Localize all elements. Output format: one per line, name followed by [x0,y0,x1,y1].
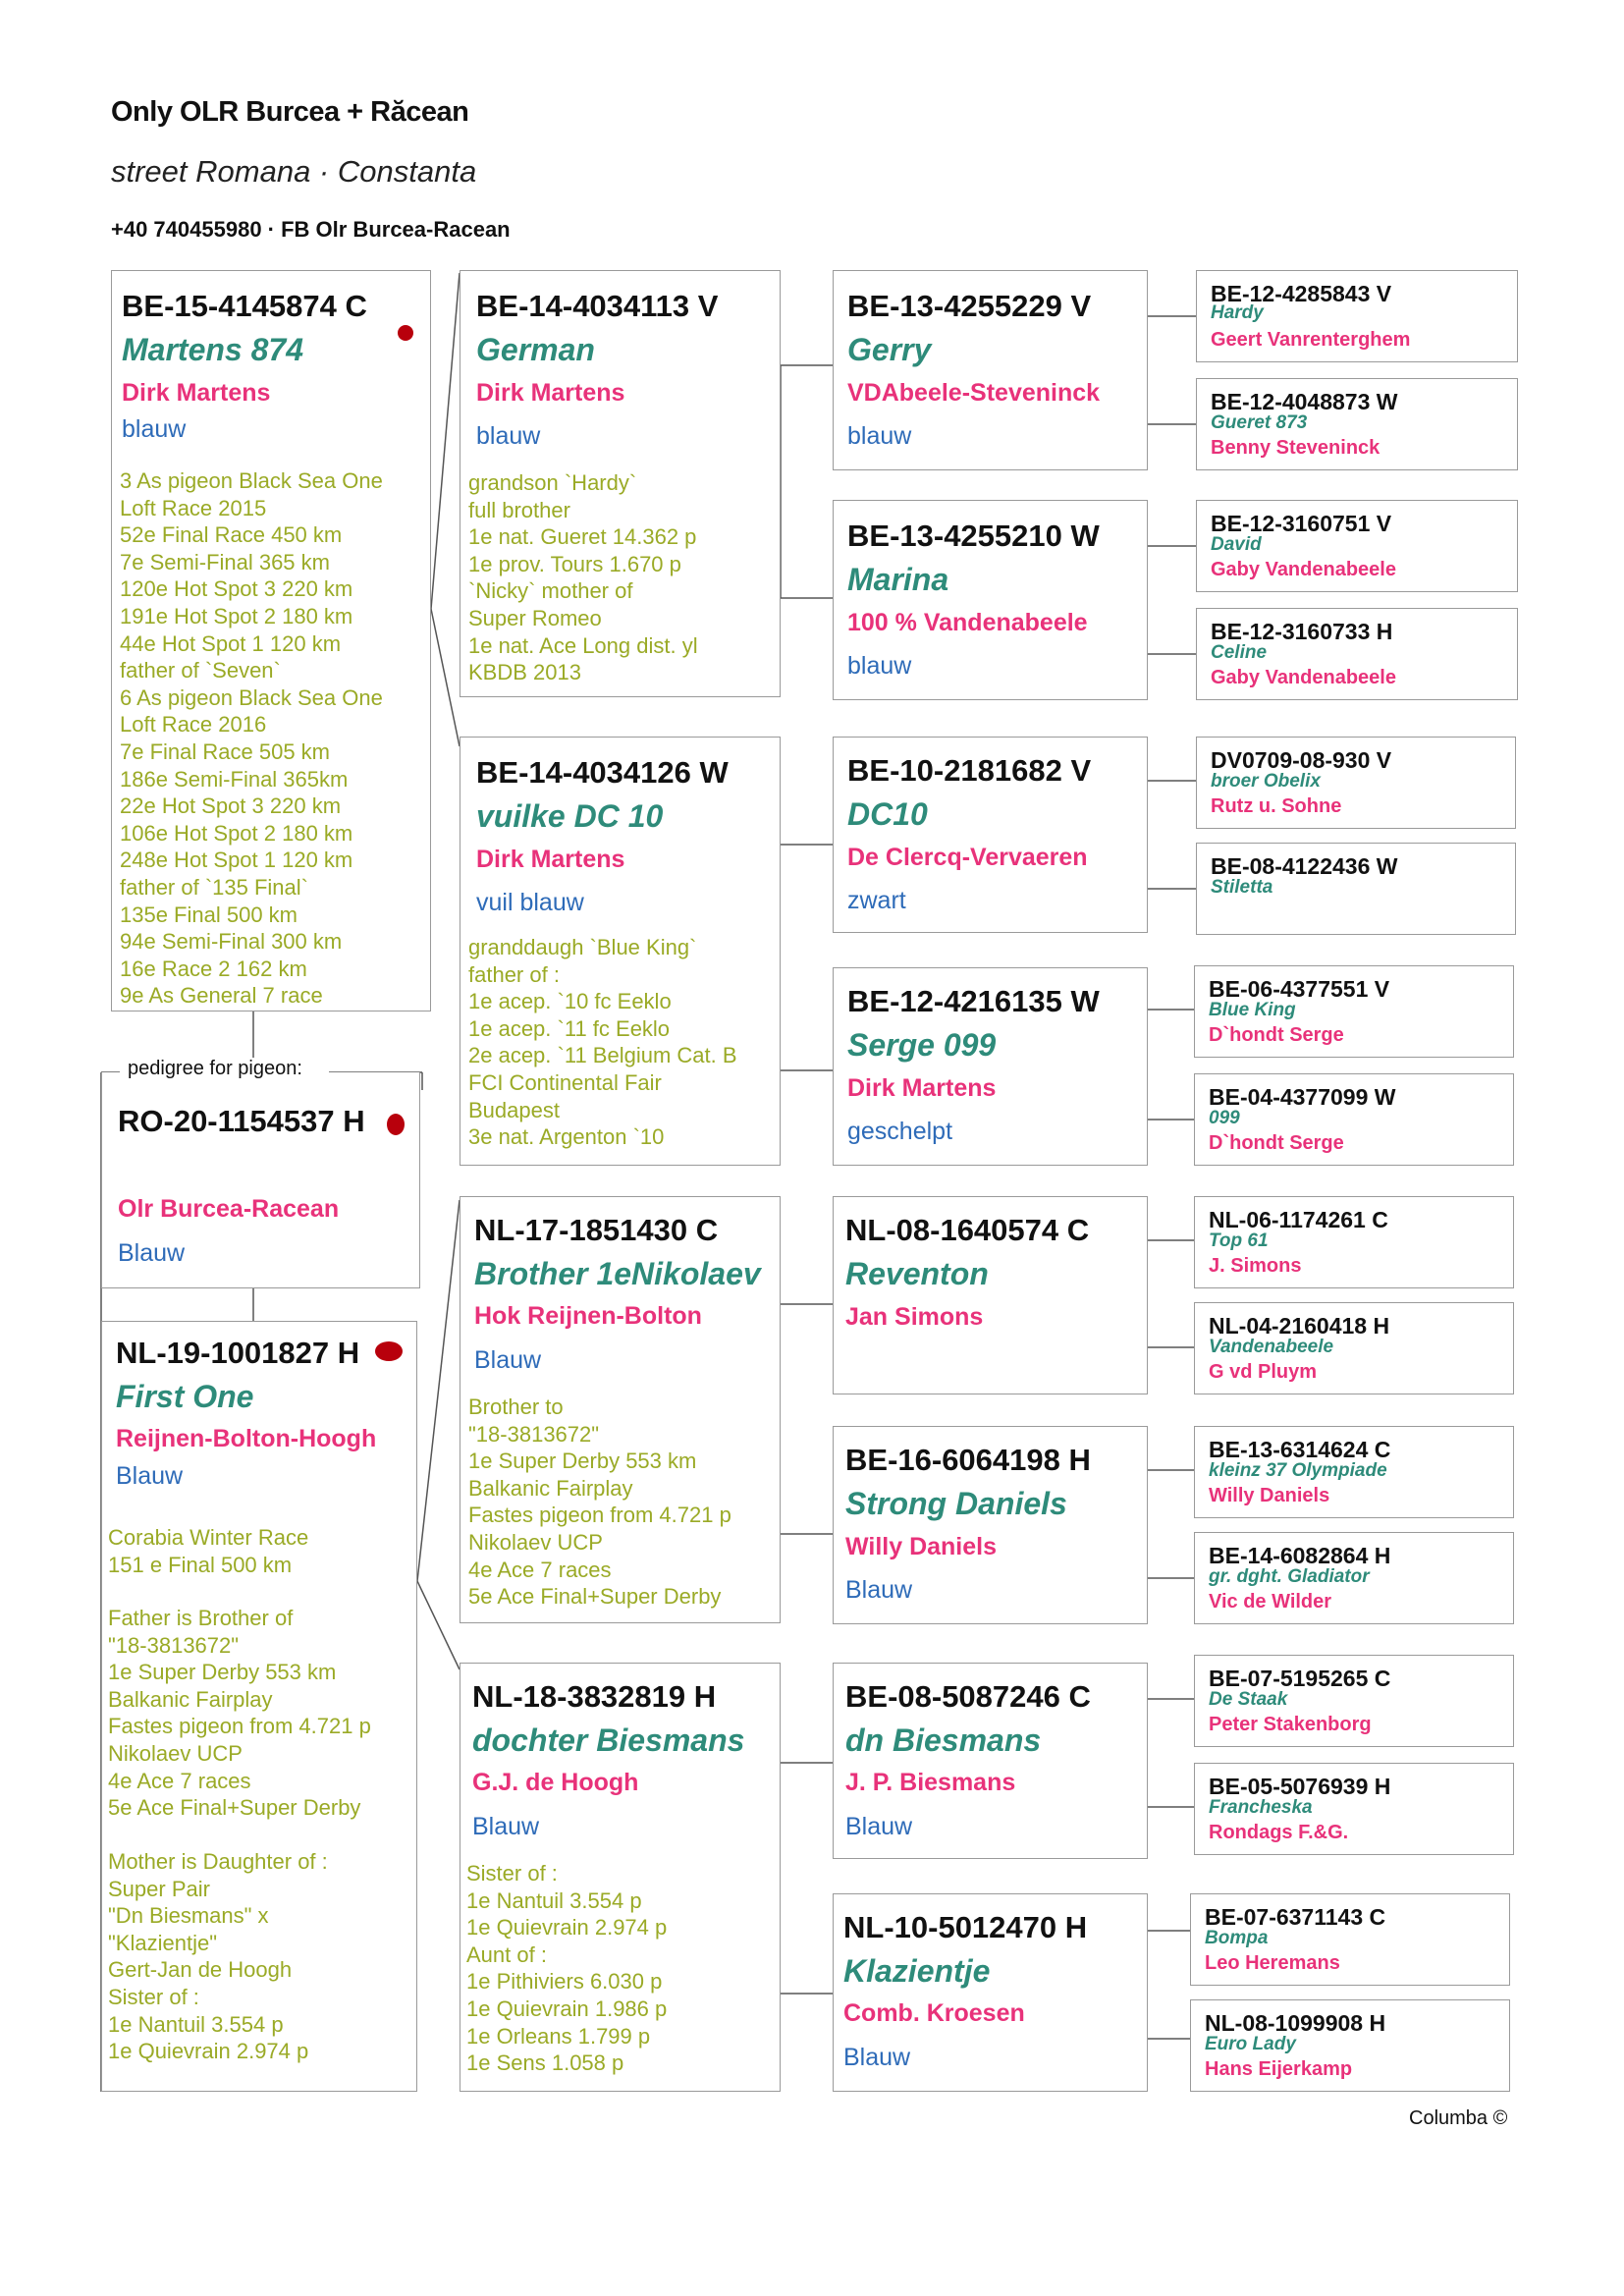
gen4-breeder: Rutz u. Sohne [1211,795,1342,817]
gen3-color: blauw [847,652,912,680]
sire-color: blauw [122,415,187,443]
gen3-name: Reventon [845,1256,989,1291]
gen2-notes: granddaugh `Blue King` father of : 1e acep. `10 fc Eeklo 1e acep. `11 fc Eeklo 2e acep. `11 Belgium Cat. B FCI Continental Fair Budapest 3e nat. Argenton `10 [468,935,737,1150]
gen4-card [1196,737,1516,829]
gen2-color: blauw [476,422,541,450]
gen4-card [1196,500,1518,592]
gen3-color: Blauw [845,1576,913,1604]
gen2-color: vuil blauw [476,889,584,916]
gen2-color: Blauw [472,1813,540,1840]
page-title: Only OLR Burcea + Răcean [111,96,469,128]
gen4-card [1196,270,1518,362]
gen4-card [1194,965,1514,1058]
gen4-card [1190,1893,1510,1986]
footer-credit: Columba © [1409,2107,1508,2129]
gen3-name: Gerry [847,332,932,367]
gen3-card [833,967,1148,1166]
gen4-name: David [1211,534,1262,555]
dam-breeder: Reijnen-Bolton-Hoogh [116,1425,377,1452]
gen2-breeder: Dirk Martens [476,846,625,873]
gen4-ring-number: BE-08-4122436 W [1211,853,1398,879]
gen4-name: Stiletta [1211,877,1273,898]
subject-card [101,1072,420,1288]
gen3-ring-number: BE-13-4255210 W [847,519,1100,553]
gen3-ring-number: NL-10-5012470 H [843,1910,1088,1944]
gen3-card [833,1893,1148,2092]
mark-dot [387,1114,405,1135]
gen2-notes: Sister of : 1e Nantuil 3.554 p 1e Quievrain 2.974 p Aunt of : 1e Pithiviers 6.030 p 1e Quievrain 1.986 p 1e Orleans 1.799 p 1e Sens 1.058 p [466,1861,668,2076]
gen3-color: geschelpt [847,1118,953,1145]
gen4-ring-number: BE-04-4377099 W [1209,1084,1396,1110]
gen3-breeder: Jan Simons [845,1303,984,1331]
gen2-notes: grandson `Hardy` full brother 1e nat. Gueret 14.362 p 1e prov. Tours 1.670 p `Nicky` mother of Super Romeo 1e nat. Ace Long dist. yl KBDB 2013 [468,470,698,685]
gen3-breeder: Comb. Kroesen [843,1999,1025,2027]
gen2-breeder: G.J. de Hoogh [472,1769,639,1796]
dam-notes-races: Corabia Winter Race 151 e Final 500 km [108,1525,309,1577]
dam-card [101,1321,417,2092]
gen2-notes: Brother to "18-3813672" 1e Super Derby 553 km Balkanic Fairplay Fastes pigeon from 4.721 p Nikolaev UCP 4e Ace 7 races 5e Ace Final+Super Derby [468,1394,731,1610]
gen4-breeder: G vd Pluym [1209,1361,1318,1383]
gen2-ring-number: BE-14-4034113 V [476,289,719,323]
gen3-name: Klazientje [843,1953,991,1989]
gen3-name: Strong Daniels [845,1486,1067,1521]
gen4-card [1196,843,1516,935]
gen4-card [1194,1196,1514,1288]
gen3-breeder: VDAbeele-Steveninck [847,379,1101,407]
gen3-card [833,1426,1148,1624]
gen4-breeder: Peter Stakenborg [1209,1714,1372,1735]
gen2-name: Brother 1eNikolaev [474,1256,761,1291]
address-line: street Romana · Constanta [111,154,477,189]
gen4-card [1196,608,1518,700]
gen4-name: broer Obelix [1211,771,1321,792]
gen2-card [460,1196,781,1623]
subject-color: Blauw [118,1239,186,1267]
gen4-card [1194,1073,1514,1166]
gen3-ring-number: BE-13-4255229 V [847,289,1092,323]
gen4-name: gr. dght. Gladiator [1209,1566,1370,1587]
gen3-color: Blauw [845,1813,913,1840]
gen4-breeder: Rondags F.&G. [1209,1822,1349,1843]
gen4-card [1194,1532,1514,1624]
gen4-breeder: D`hondt Serge [1209,1132,1344,1154]
mark-dot [375,1341,403,1361]
gen4-ring-number: BE-13-6314624 C [1209,1437,1391,1462]
gen4-card [1190,1999,1510,2092]
gen3-breeder: 100 % Vandenabeele [847,609,1088,636]
gen4-name: Gueret 873 [1211,412,1308,433]
gen4-name: Hardy [1211,302,1264,323]
gen3-ring-number: BE-10-2181682 V [847,753,1092,788]
gen4-breeder: J. Simons [1209,1255,1302,1277]
gen3-name: Marina [847,562,949,597]
gen2-color: Blauw [474,1346,542,1374]
gen4-name: Celine [1211,642,1268,663]
gen2-name: German [476,332,595,367]
gen2-breeder: Hok Reijnen-Bolton [474,1302,702,1330]
dam-color: Blauw [116,1462,184,1490]
gen2-breeder: Dirk Martens [476,379,625,407]
gen4-ring-number: BE-12-4285843 V [1211,281,1392,306]
gen4-ring-number: BE-12-4048873 W [1211,389,1398,414]
gen4-ring-number: BE-07-6371143 C [1205,1904,1386,1930]
gen3-card [833,1196,1148,1394]
gen4-card [1194,1426,1514,1518]
gen3-card [833,737,1148,933]
gen4-breeder: Gaby Vandenabeele [1211,559,1396,580]
sire-breeder: Dirk Martens [122,379,271,407]
gen4-breeder: Gaby Vandenabeele [1211,667,1396,688]
gen3-ring-number: BE-12-4216135 W [847,984,1100,1018]
gen2-card [460,1663,781,2092]
gen4-breeder: Hans Eijerkamp [1205,2058,1353,2080]
gen3-card [833,1663,1148,1859]
gen3-name: Serge 099 [847,1027,997,1063]
gen3-card [833,270,1148,470]
gen2-ring-number: BE-14-4034126 W [476,755,729,790]
gen4-breeder: Benny Steveninck [1211,437,1380,459]
gen4-name: De Staak [1209,1689,1288,1710]
gen2-name: dochter Biesmans [472,1722,745,1758]
gen3-card [833,500,1148,700]
gen4-ring-number: DV0709-08-930 V [1211,747,1392,773]
subject-ring-number: RO-20-1154537 H [118,1104,365,1138]
gen3-color: blauw [847,422,912,450]
gen4-name: Vandenabeele [1209,1337,1334,1357]
gen4-ring-number: NL-06-1174261 C [1209,1207,1388,1232]
gen4-breeder: Leo Heremans [1205,1952,1340,1974]
sire-card [111,270,431,1011]
gen4-name: kleinz 37 Olympiade [1209,1460,1387,1481]
gen3-ring-number: BE-08-5087246 C [845,1679,1091,1714]
mark-dot [398,325,413,341]
gen4-card [1194,1655,1514,1747]
gen4-card [1194,1763,1514,1855]
gen4-name: Blue King [1209,1000,1296,1020]
gen4-breeder: Willy Daniels [1209,1485,1330,1506]
gen2-ring-number: NL-18-3832819 H [472,1679,717,1714]
gen3-ring-number: BE-16-6064198 H [845,1443,1091,1477]
gen4-ring-number: BE-12-3160733 H [1211,619,1393,644]
gen3-breeder: De Clercq-Vervaeren [847,844,1088,871]
gen4-name: Bompa [1205,1928,1269,1948]
gen3-breeder: J. P. Biesmans [845,1769,1016,1796]
gen3-color: zwart [847,887,906,914]
gen4-name: Euro Lady [1205,2034,1296,2054]
dam-name: First One [116,1379,254,1414]
gen4-ring-number: NL-08-1099908 H [1205,2010,1386,2036]
gen3-breeder: Willy Daniels [845,1533,997,1560]
sire-name: Martens 874 [122,332,303,367]
gen4-breeder: D`hondt Serge [1209,1024,1344,1046]
gen2-name: vuilke DC 10 [476,798,664,834]
dam-ring-number: NL-19-1001827 H [116,1336,360,1370]
dam-notes-mother: Mother is Daughter of : Super Pair "Dn Biesmans" x "Klazientje" Gert-Jan de Hoogh Sister of : 1e Nantuil 3.554 p 1e Quievrain 2.974 p [108,1849,328,2064]
gen4-ring-number: BE-06-4377551 V [1209,976,1390,1002]
gen2-ring-number: NL-17-1851430 C [474,1213,719,1247]
gen4-ring-number: BE-12-3160751 V [1211,511,1392,536]
contact-line: +40 740455980 · FB Olr Burcea-Racean [111,217,511,242]
sire-ring-number: BE-15-4145874 C [122,289,367,323]
gen4-breeder: Geert Vanrenterghem [1211,329,1411,351]
gen2-card [460,737,781,1166]
pedigree-label: pedigree for pigeon: [124,1058,306,1080]
gen3-breeder: Dirk Martens [847,1074,997,1102]
gen4-ring-number: BE-07-5195265 C [1209,1666,1391,1691]
gen4-ring-number: BE-14-6082864 H [1209,1543,1391,1568]
gen4-name: 099 [1209,1108,1240,1128]
gen4-name: Francheska [1209,1797,1313,1818]
gen3-name: DC10 [847,796,928,832]
gen4-name: Top 61 [1209,1230,1269,1251]
gen4-card [1196,378,1518,470]
gen4-breeder: Vic de Wilder [1209,1591,1332,1613]
sire-notes: 3 As pigeon Black Sea One Loft Race 2015 52e Final Race 450 km 7e Semi-Final 365 km 120e Hot Spot 3 220 km 191e Hot Spot 2 180 km 44e Hot Spot 1 120 km father of `Seven` 6 As pigeon Black Sea One Loft Race 2016 7e Final Race 505 km 186e Semi-Final 365km 22e Hot Spot 3 220 km 106e Hot Spot 2 180 km 248e Hot Spot 1 120 km father of `135 Final` 135e Final 500 km 94e Semi-Final 300 km 16e Race 2 162 km 9e As General 7 race [120,468,383,1009]
subject-breeder: Olr Burcea-Racean [118,1195,340,1223]
gen4-card [1194,1302,1514,1394]
gen2-card [460,270,781,697]
gen3-color: Blauw [843,2044,911,2071]
gen3-ring-number: NL-08-1640574 C [845,1213,1090,1247]
gen4-ring-number: NL-04-2160418 H [1209,1313,1390,1339]
gen4-ring-number: BE-05-5076939 H [1209,1774,1391,1799]
gen3-name: dn Biesmans [845,1722,1042,1758]
dam-notes-father: Father is Brother of "18-3813672" 1e Super Derby 553 km Balkanic Fairplay Fastes pigeon from 4.721 p Nikolaev UCP 4e Ace 7 races 5e Ace Final+Super Derby [108,1606,371,1821]
